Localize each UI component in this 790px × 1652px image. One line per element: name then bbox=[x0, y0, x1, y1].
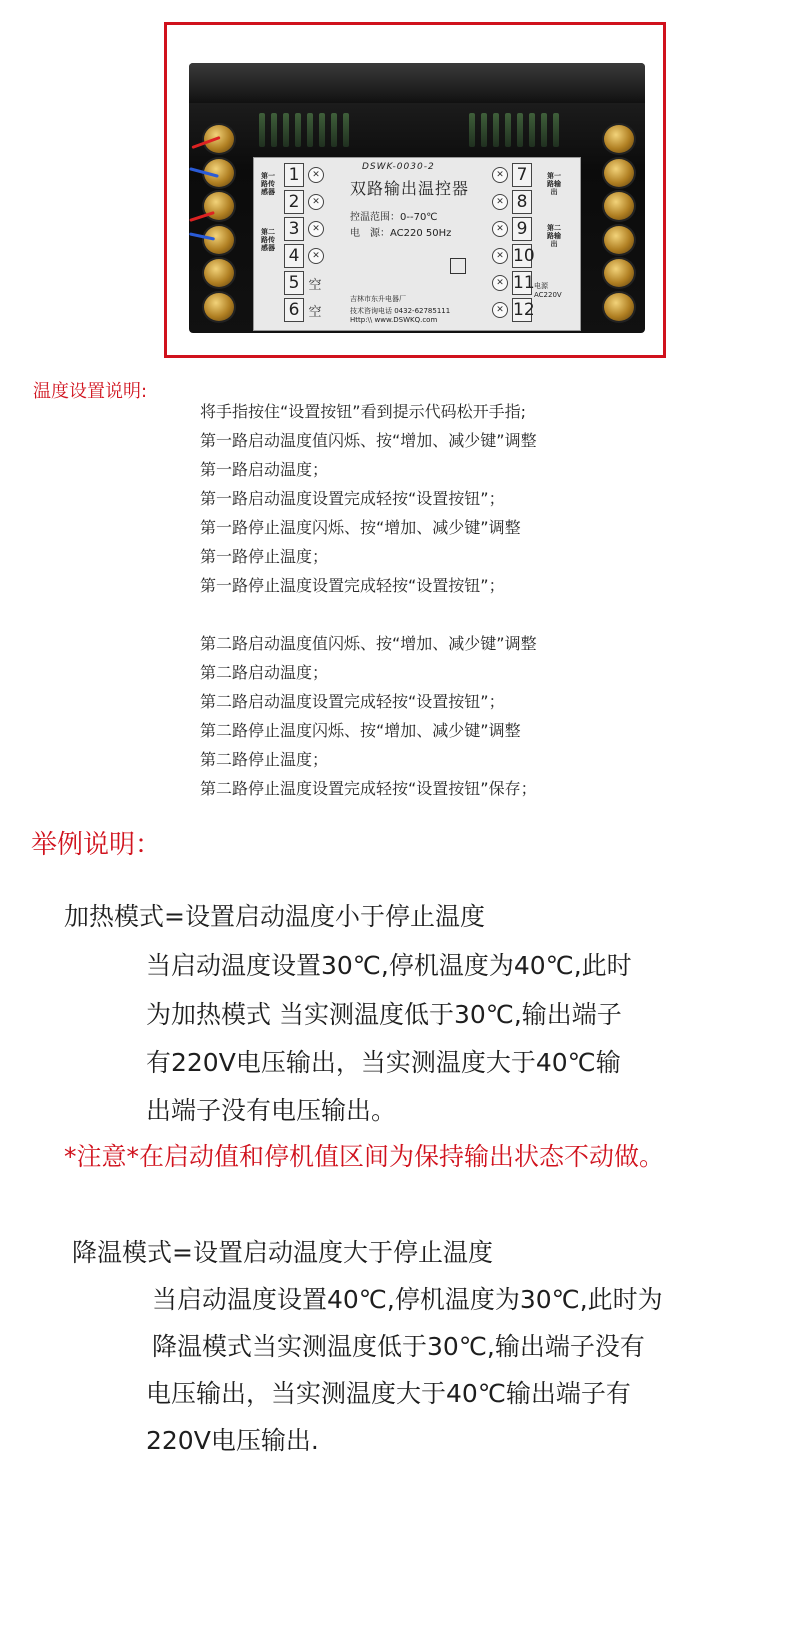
cooling-line: 当启动温度设置40℃,停机温度为30℃,此时为 bbox=[152, 1285, 663, 1314]
instruction-spacer bbox=[200, 600, 537, 629]
instruction-line: 第一路启动温度设置完成轻按“设置按钮”； bbox=[200, 489, 505, 508]
device-title: 双路输出温控器 bbox=[350, 179, 470, 198]
terminal-numbers-left bbox=[284, 162, 328, 323]
screw-terminal bbox=[602, 224, 636, 256]
temperature-range: 控温范围：0--70℃ bbox=[350, 212, 438, 223]
setup-heading: 温度设置说明: bbox=[33, 381, 148, 402]
screw-terminal bbox=[202, 224, 236, 256]
close-icon: ✕ bbox=[492, 167, 508, 183]
screw-terminal bbox=[602, 157, 636, 189]
terminal-strip-left bbox=[199, 123, 239, 323]
support-phone: 技术咨询电话 0432-62785111 bbox=[350, 307, 451, 315]
instruction-line: 第二路停止温度闪烁、按“增加、减少键”调整 bbox=[200, 721, 521, 740]
cooling-line: 220V电压输出. bbox=[146, 1426, 319, 1455]
instruction-line: 第二路启动温度值闪烁、按“增加、减少键”调整 bbox=[200, 634, 537, 653]
heating-line: 当启动温度设置30℃,停机温度为40℃,此时 bbox=[146, 951, 632, 980]
device-top-edge bbox=[189, 63, 645, 103]
screw-terminal bbox=[202, 190, 236, 222]
terminal-number: 4 bbox=[284, 244, 304, 268]
heating-line: 为加热模式 当实测温度低于30℃,输出端子 bbox=[146, 1000, 622, 1029]
heating-line: 有220V电压输出，当实测温度大于40℃输 bbox=[146, 1048, 621, 1077]
heating-line: 出端子没有电压输出。 bbox=[146, 1096, 397, 1125]
close-icon: ✕ bbox=[492, 221, 508, 237]
terminal-number: 9 bbox=[512, 217, 532, 241]
close-icon: ✕ bbox=[492, 302, 508, 318]
heating-mode-title: 加热模式=设置启动温度小于停止温度 bbox=[64, 902, 485, 931]
instruction-line: 第二路启动温度； bbox=[200, 663, 329, 682]
terminal-strip-right bbox=[599, 123, 639, 323]
terminal-number: 2 bbox=[284, 190, 304, 214]
screw-terminal bbox=[202, 257, 236, 289]
website: Http:\\ www.DSWKQ.com bbox=[350, 316, 438, 324]
close-icon: ✕ bbox=[492, 275, 508, 291]
instruction-line: 将手指按住“设置按钮”看到提示代码松开手指; bbox=[200, 402, 526, 421]
cooling-line: 电压输出，当实测温度大于40℃输出端子有 bbox=[146, 1379, 631, 1408]
output2-label: 第二路输出 bbox=[547, 224, 561, 248]
screw-terminal bbox=[602, 190, 636, 222]
close-icon: ✕ bbox=[492, 248, 508, 264]
instruction-line: 第二路停止温度设置完成轻按“设置按钮”保存； bbox=[200, 779, 537, 798]
terminal-number: 1 bbox=[284, 163, 304, 187]
manufacturer: 吉林市东升电器厂 bbox=[350, 295, 406, 303]
example-heading: 举例说明： bbox=[31, 830, 162, 860]
screw-terminal bbox=[602, 123, 636, 155]
terminal-number: 6 bbox=[284, 298, 304, 322]
instruction-line: 第一路停止温度； bbox=[200, 547, 329, 566]
terminal-numbers-right bbox=[488, 162, 535, 323]
instruction-line: 第一路停止温度闪烁、按“增加、减少键”调整 bbox=[200, 518, 521, 537]
terminal-number: 12 bbox=[513, 300, 535, 320]
vent-slots-left bbox=[259, 113, 359, 147]
warning-note: *注意*在启动值和停机值区间为保持输出状态不动做。 bbox=[64, 1142, 665, 1171]
empty-label: 空 bbox=[308, 304, 322, 320]
instruction-line: 第一路启动温度值闪烁、按“增加、减少键”调整 bbox=[200, 431, 537, 450]
close-icon: ✕ bbox=[308, 167, 324, 183]
device-model: DSWK-0030-2 bbox=[362, 162, 435, 172]
power-terminal-label bbox=[534, 282, 562, 300]
instruction-line: 第二路停止温度； bbox=[200, 750, 329, 769]
instruction-line: 第二路启动温度设置完成轻按“设置按钮”； bbox=[200, 692, 505, 711]
terminal-number: 7 bbox=[512, 163, 532, 187]
vent-slots-right bbox=[469, 113, 569, 147]
close-icon: ✕ bbox=[308, 221, 324, 237]
cooling-mode-title: 降温模式=设置启动温度大于停止温度 bbox=[72, 1238, 493, 1267]
empty-label: 空 bbox=[308, 277, 322, 293]
sensor2-label: 第二路传感器 bbox=[261, 228, 275, 252]
setup-instructions bbox=[200, 397, 537, 803]
screw-terminal bbox=[602, 257, 636, 289]
terminal-number: 11 bbox=[513, 273, 535, 293]
terminal-number: 10 bbox=[513, 246, 535, 266]
sensor1-label: 第一路传感器 bbox=[261, 172, 275, 196]
power-label: 电源 bbox=[534, 282, 548, 290]
terminal-number: 3 bbox=[284, 217, 304, 241]
screw-terminal bbox=[202, 291, 236, 323]
screw-terminal bbox=[602, 291, 636, 323]
power-value: AC220V bbox=[534, 291, 562, 299]
close-icon: ✕ bbox=[308, 248, 324, 264]
power-spec: 电 源：AC220 50Hz bbox=[350, 228, 452, 239]
instruction-line: 第一路停止温度设置完成轻按“设置按钮”； bbox=[200, 576, 505, 595]
terminal-number: 5 bbox=[284, 271, 304, 295]
wiring-label-card bbox=[253, 157, 581, 331]
output1-label: 第一路输出 bbox=[547, 172, 561, 196]
terminal-number: 8 bbox=[512, 190, 532, 214]
temperature-controller-device bbox=[189, 63, 645, 333]
close-icon: ✕ bbox=[492, 194, 508, 210]
cooling-line: 降温模式当实测温度低于30℃,输出端子没有 bbox=[152, 1332, 645, 1361]
close-icon: ✕ bbox=[308, 194, 324, 210]
product-photo bbox=[164, 22, 666, 358]
square-icon bbox=[450, 258, 466, 274]
instruction-line: 第一路启动温度； bbox=[200, 460, 329, 479]
